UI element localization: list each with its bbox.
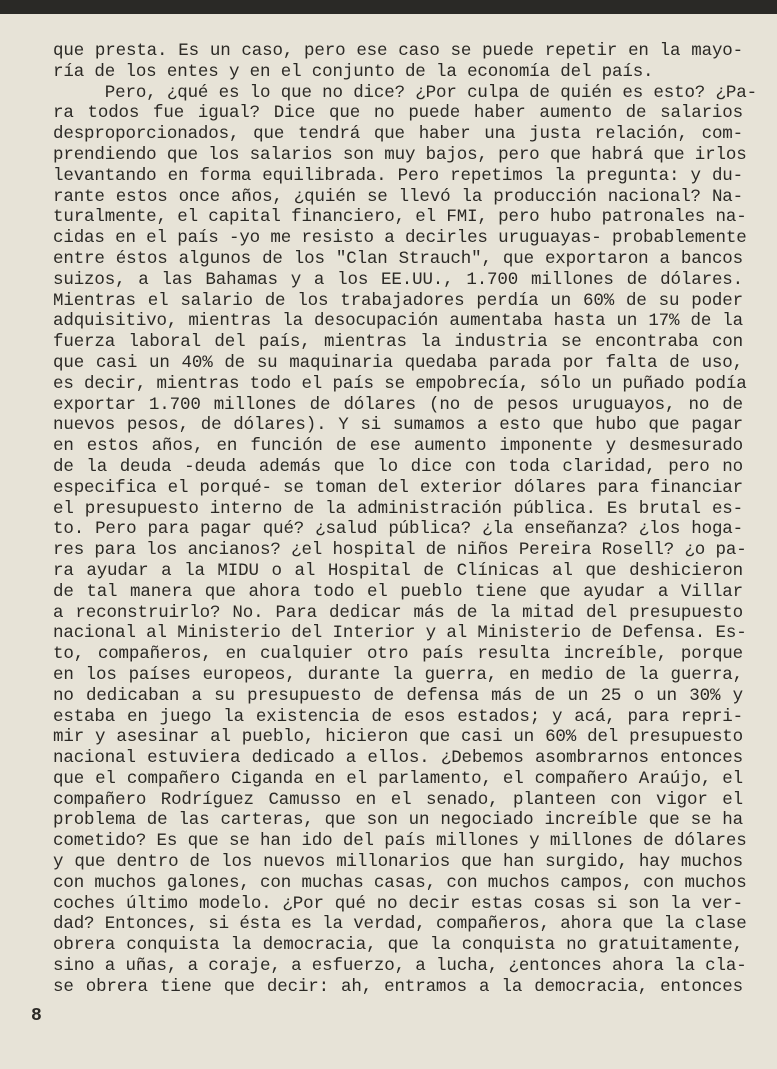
- document-body: [53, 41, 757, 998]
- text-line: a reconstruirlo? No. Para dedicar más de la mitad del presupuesto: [53, 602, 743, 623]
- text-line: con muchos galones, con muchas casas, con muchos campos, con muchos: [53, 872, 747, 893]
- text-line: nacional al Ministerio del Interior y al Ministerio de Defensa. Es-: [53, 623, 747, 644]
- text-line: nacional estuviera dedicado a ellos. ¿Debemos asombrarnos entonces: [53, 748, 743, 769]
- text-line: res para los ancianos? ¿el hospital de niños Pereira Rosell? ¿o pa-: [53, 540, 747, 561]
- text-line: y que dentro de los nuevos millonarios que han surgido, hay muchos: [53, 852, 743, 873]
- text-line: desproporcionados, que tendrá que haber una justa relación, com-: [53, 124, 743, 145]
- text-line: que el compañero Ciganda en el parlamento, el compañero Araújo, el: [53, 768, 743, 789]
- text-line: to, compañeros, en cualquier otro país resulta increíble, porque: [53, 644, 743, 665]
- text-line: fuerza laboral del país, mientras la industria se encontraba con: [53, 332, 743, 353]
- text-line: obrera conquista la democracia, que la conquista no gratuitamente,: [53, 935, 743, 956]
- text-line: levantando en forma equilibrada. Pero repetimos la pregunta: y du-: [53, 165, 743, 186]
- text-line: rante estos once años, ¿quién se llevó la producción nacional? Na-: [53, 186, 743, 207]
- text-line: cidas en el país -yo me resisto a decirles uruguayas- probablemente: [53, 228, 747, 249]
- text-line: de la deuda -deuda además que lo dice con toda claridad, pero no: [53, 456, 743, 477]
- text-line: suizos, a las Bahamas y a los EE.UU., 1.700 millones de dólares.: [53, 269, 743, 290]
- text-line: to. Pero para pagar qué? ¿salud pública? ¿la enseñanza? ¿los hoga-: [53, 519, 743, 540]
- scan-top-edge: [0, 0, 777, 14]
- text-line: problema de las carteras, que son un negociado increíble que se ha: [53, 810, 743, 831]
- text-line: entre éstos algunos de los "Clan Strauch", que exportaron a bancos: [53, 248, 743, 269]
- text-line: sino a uñas, a coraje, a esfuerzo, a lucha, ¿entonces ahora la cla-: [53, 956, 747, 977]
- text-line: turalmente, el capital financiero, el FMI, pero hubo patronales na-: [53, 207, 747, 228]
- text-line: que casi un 40% de su maquinaria quedaba parada por falta de uso,: [53, 352, 743, 373]
- text-line: el presupuesto interno de la administración pública. Es brutal es-: [53, 498, 743, 519]
- text-line: ría de los entes y en el conjunto de la economía del país.: [53, 61, 654, 82]
- text-line: no dedicaban a su presupuesto de defensa más de un 25 o un 30% y: [53, 685, 743, 706]
- text-line: Pero, ¿qué es lo que no dice? ¿Por culpa de quién es esto? ¿Pa-: [53, 82, 757, 103]
- text-line: en estos años, en función de ese aumento imponente y desmesurado: [53, 436, 743, 457]
- text-line: especifica el porqué- se toman del exterior dólares para financiar: [53, 477, 743, 498]
- text-line: cometido? Es que se han ido del país millones y millones de dólares: [53, 831, 747, 852]
- text-line: mir y asesinar al pueblo, hicieron que casi un 60% del presupuesto: [53, 727, 743, 748]
- text-line: en los países europeos, durante la guerra, en medio de la guerra,: [53, 664, 743, 685]
- text-line: de tal manera que ahora todo el pueblo tiene que ayudar a Villar: [53, 581, 743, 602]
- text-line: se obrera tiene que decir: ah, entramos a la democracia, entonces: [53, 976, 743, 997]
- text-line: adquisitivo, mientras la desocupación aumentaba hasta un 17% de la: [53, 311, 743, 332]
- text-line: compañero Rodríguez Camusso en el senado, planteen con vigor el: [53, 789, 743, 810]
- text-line: estaba en juego la existencia de esos estados; y acá, para repri-: [53, 706, 743, 727]
- text-line: ra todos fue igual? Dice que no puede haber aumento de salarios: [53, 103, 743, 124]
- text-line: es decir, mientras todo el país se empobrecía, sólo un puñado podía: [53, 373, 747, 394]
- page-number: 8: [31, 1006, 42, 1026]
- text-line: Mientras el salario de los trabajadores perdía un 60% de su poder: [53, 290, 743, 311]
- text-line: coches último modelo. ¿Por qué no decir estas cosas si son la ver-: [53, 893, 743, 914]
- text-line: exportar 1.700 millones de dólares (no de pesos uruguayos, no de: [53, 394, 743, 415]
- text-line: prendiendo que los salarios son muy bajos, pero que habrá que irlos: [53, 144, 747, 165]
- text-line: dad? Entonces, si ésta es la verdad, compañeros, ahora que la clase: [53, 914, 747, 935]
- text-line: ra ayudar a la MIDU o al Hospital de Clínicas al que deshicieron: [53, 560, 743, 581]
- text-line: nuevos pesos, de dólares). Y si sumamos a esto que hubo que pagar: [53, 415, 743, 436]
- text-line: que presta. Es un caso, pero ese caso se puede repetir en la mayo-: [53, 41, 743, 61]
